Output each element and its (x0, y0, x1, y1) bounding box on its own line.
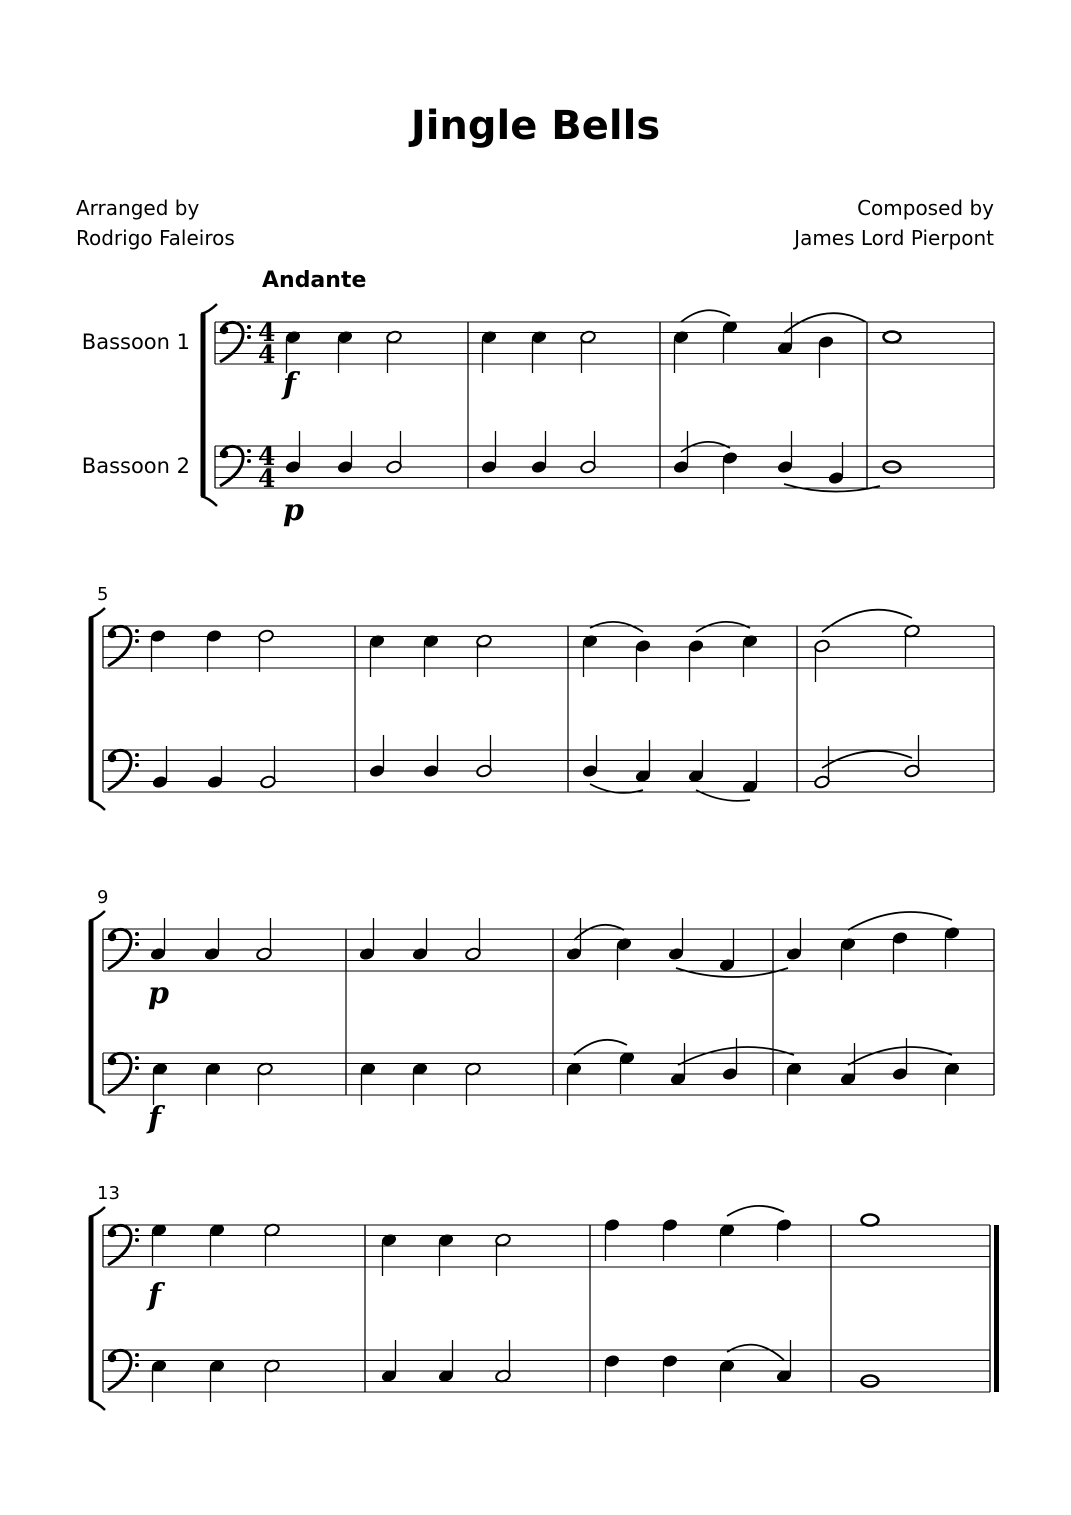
quarter-note (423, 764, 440, 778)
time-signature-numerator: 4 (258, 442, 276, 471)
measure-number: 9 (97, 887, 109, 908)
quarter-note (604, 1354, 621, 1368)
bass-clef-upper-dot (135, 629, 139, 633)
bracket-bottom-hook (89, 1400, 105, 1410)
bass-clef-upper-dot (135, 1056, 139, 1060)
quarter-note (207, 775, 224, 789)
quarter-note (531, 460, 548, 474)
quarter-note (285, 460, 302, 474)
slur (681, 310, 730, 322)
slur (727, 1345, 784, 1360)
quarter-note (776, 1218, 793, 1232)
page-title: Jingle Bells (410, 103, 661, 149)
arranger-label: Arranged by (76, 196, 200, 220)
quarter-note (369, 764, 386, 778)
bass-clef-dot (108, 754, 116, 762)
quarter-note (150, 947, 167, 961)
bass-clef-upper-dot (247, 325, 251, 329)
slur (822, 751, 912, 768)
dynamic-marking: p (148, 976, 169, 1011)
bass-clef-lower-dot (135, 763, 139, 767)
bass-clef-dot (220, 450, 228, 458)
quarter-note (662, 1218, 679, 1232)
slur (696, 622, 750, 632)
slur (590, 622, 643, 632)
half-note (465, 947, 482, 961)
measure-number: 13 (97, 1183, 120, 1204)
bass-clef-lower-dot (135, 639, 139, 643)
bass-clef-dot (108, 1354, 116, 1362)
bass-clef-lower-dot (247, 335, 251, 339)
quarter-note (892, 1067, 909, 1081)
whole-note (884, 332, 901, 343)
bass-clef-dot (220, 326, 228, 334)
quarter-note (604, 1218, 621, 1232)
bass-clef-dot (108, 933, 116, 941)
bass-clef-dot (108, 1057, 116, 1065)
final-barline-thick (994, 1225, 999, 1392)
bracket-top-hook (201, 304, 217, 314)
half-note (256, 947, 273, 961)
half-note (258, 629, 275, 643)
bass-clef-upper-dot (135, 753, 139, 757)
composer-name: James Lord Pierpont (794, 226, 994, 250)
quarter-note (582, 764, 599, 778)
quarter-note (688, 639, 705, 653)
half-note (580, 460, 597, 474)
slur (784, 313, 866, 333)
half-note (904, 764, 921, 778)
dynamic-marking: p (283, 493, 304, 528)
slur (848, 912, 952, 930)
bass-clef-dot (108, 630, 116, 638)
half-note (476, 764, 493, 778)
tempo-marking: Andante (262, 268, 367, 293)
quarter-note (337, 460, 354, 474)
quarter-note (359, 947, 376, 961)
bracket-bottom-hook (201, 496, 217, 506)
slur (848, 1047, 952, 1065)
dynamic-marking: f (148, 1278, 161, 1313)
bass-clef-upper-dot (135, 1228, 139, 1232)
quarter-note (481, 460, 498, 474)
half-note (260, 775, 277, 789)
quarter-note (152, 775, 169, 789)
dynamic-marking: f (148, 1101, 161, 1136)
quarter-note (635, 639, 652, 653)
quarter-note (662, 1354, 679, 1368)
quarter-note (777, 460, 794, 474)
bracket-top-hook (89, 911, 105, 921)
bass-clef-lower-dot (135, 942, 139, 946)
bass-clef-lower-dot (135, 1363, 139, 1367)
instrument-label-bassoon-2: Bassoon 2 (81, 454, 190, 478)
quarter-note (818, 335, 835, 349)
bass-clef-lower-dot (135, 1066, 139, 1070)
quarter-note (204, 947, 221, 961)
quarter-note (722, 451, 739, 465)
bass-clef-lower-dot (135, 1238, 139, 1242)
slur (727, 1206, 784, 1216)
measure-number: 5 (97, 584, 109, 605)
bracket-bottom-hook (89, 1103, 105, 1113)
quarter-note (668, 947, 685, 961)
bracket-bottom-hook (89, 800, 105, 810)
quarter-note (412, 947, 429, 961)
dynamic-marking: f (283, 367, 296, 402)
quarter-note (206, 629, 223, 643)
half-note (814, 775, 831, 789)
bass-clef-lower-dot (247, 459, 251, 463)
time-signature-numerator: 4 (258, 318, 276, 347)
quarter-note (828, 471, 845, 485)
half-note (814, 639, 831, 653)
half-note (386, 460, 403, 474)
quarter-note (944, 926, 961, 940)
slur (574, 925, 624, 940)
quarter-note (566, 947, 583, 961)
slur (676, 968, 788, 977)
composer-label: Composed by (857, 196, 994, 220)
bass-clef-upper-dot (247, 449, 251, 453)
bass-clef-upper-dot (135, 932, 139, 936)
quarter-note (722, 1067, 739, 1081)
bracket-top-hook (89, 1207, 105, 1217)
instrument-label-bassoon-1: Bassoon 1 (81, 330, 190, 354)
bass-clef-upper-dot (135, 1353, 139, 1357)
quarter-note (150, 629, 167, 643)
bass-clef-dot (108, 1229, 116, 1237)
bracket-top-hook (89, 608, 105, 618)
whole-note (862, 1215, 879, 1226)
time-signature-denominator: 4 (258, 464, 276, 493)
time-signature-denominator: 4 (258, 340, 276, 369)
quarter-note (673, 460, 690, 474)
quarter-note (892, 931, 909, 945)
quarter-note (786, 947, 803, 961)
arranger-name: Rodrigo Faleiros (76, 226, 235, 250)
slur (822, 610, 912, 632)
slur (681, 442, 730, 452)
